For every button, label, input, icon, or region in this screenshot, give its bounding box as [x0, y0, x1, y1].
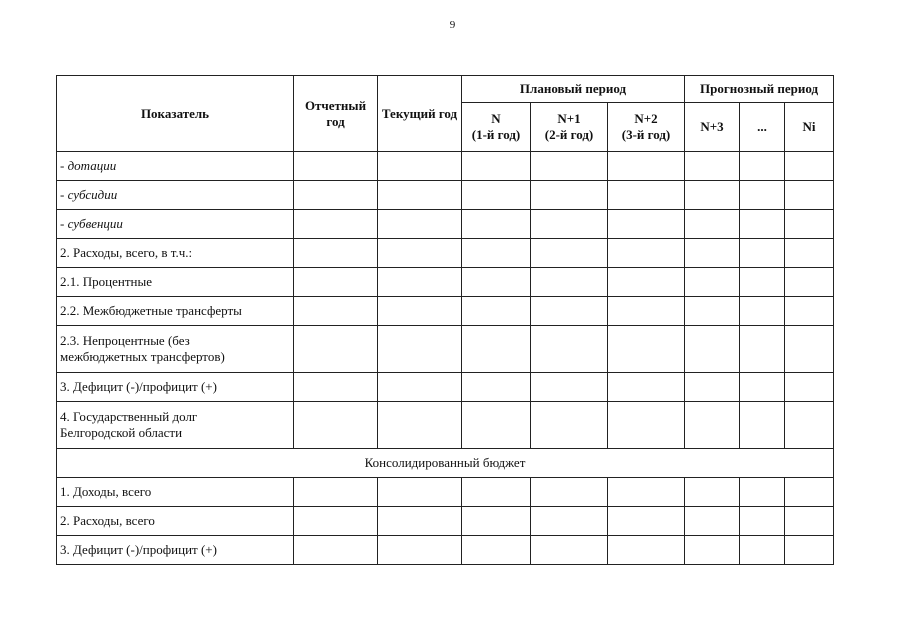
data-cell — [294, 239, 378, 268]
data-cell — [294, 536, 378, 565]
data-cell — [785, 326, 834, 373]
header-planned-period: Плановый период — [462, 76, 685, 103]
data-cell — [531, 268, 608, 297]
data-cell — [608, 239, 685, 268]
budget-indicators-table — [56, 75, 834, 565]
data-cell — [740, 326, 785, 373]
data-cell — [785, 373, 834, 402]
data-cell — [785, 402, 834, 449]
data-cell — [685, 478, 740, 507]
data-cell — [294, 152, 378, 181]
data-cell — [531, 373, 608, 402]
table-row — [57, 373, 834, 402]
data-cell — [685, 181, 740, 210]
data-cell — [462, 239, 531, 268]
data-cell — [785, 210, 834, 239]
data-cell — [378, 402, 462, 449]
header-current-year: Текущий год — [378, 76, 462, 152]
data-cell — [531, 181, 608, 210]
data-cell — [531, 536, 608, 565]
data-cell — [785, 478, 834, 507]
data-cell — [608, 373, 685, 402]
page-number: 9 — [449, 19, 456, 31]
data-cell — [531, 239, 608, 268]
data-cell — [462, 297, 531, 326]
row-label: - субвенции — [57, 210, 294, 239]
data-cell — [531, 402, 608, 449]
row-label: 3. Дефицит (-)/профицит (+) — [57, 373, 294, 402]
data-cell — [378, 478, 462, 507]
data-cell — [378, 152, 462, 181]
data-cell — [294, 297, 378, 326]
data-cell — [740, 152, 785, 181]
section-row — [57, 449, 834, 478]
row-label-line: межбюджетных трансфертов) — [60, 349, 225, 364]
header-forecast-col: Ni — [785, 103, 834, 152]
header-forecast-period: Прогнозный период — [685, 76, 834, 103]
data-cell — [608, 507, 685, 536]
data-cell — [685, 239, 740, 268]
data-cell — [462, 536, 531, 565]
data-cell — [685, 268, 740, 297]
data-cell — [685, 210, 740, 239]
planned-col-year: N — [491, 111, 501, 126]
data-cell — [785, 297, 834, 326]
data-cell — [378, 268, 462, 297]
data-cell — [608, 402, 685, 449]
data-cell — [740, 478, 785, 507]
data-cell — [740, 210, 785, 239]
data-cell — [462, 478, 531, 507]
data-cell — [608, 181, 685, 210]
data-cell — [685, 152, 740, 181]
table-row — [57, 326, 834, 373]
row-label: - дотации — [57, 152, 294, 181]
data-cell — [294, 181, 378, 210]
data-cell — [294, 268, 378, 297]
planned-col-ordinal: (1-й год) — [471, 127, 521, 142]
data-cell — [294, 373, 378, 402]
table-row — [57, 268, 834, 297]
data-cell — [685, 402, 740, 449]
data-cell — [685, 326, 740, 373]
data-cell — [378, 373, 462, 402]
header-planned-col — [462, 103, 531, 152]
data-cell — [740, 297, 785, 326]
table-row — [57, 297, 834, 326]
data-cell — [531, 297, 608, 326]
data-cell — [685, 536, 740, 565]
data-cell — [685, 297, 740, 326]
data-cell — [740, 239, 785, 268]
data-cell — [294, 507, 378, 536]
data-cell — [608, 152, 685, 181]
row-label: 2. Расходы, всего — [57, 507, 294, 536]
row-label-line: 2.3. Непроцентные (без — [60, 333, 190, 348]
data-cell — [531, 478, 608, 507]
data-cell — [294, 478, 378, 507]
table-row — [57, 210, 834, 239]
data-cell — [685, 373, 740, 402]
data-cell — [785, 181, 834, 210]
data-cell — [740, 373, 785, 402]
planned-col-ordinal: (2-й год) — [544, 127, 594, 142]
data-cell — [740, 402, 785, 449]
row-label: 3. Дефицит (-)/профицит (+) — [57, 536, 294, 565]
data-cell — [531, 326, 608, 373]
header-indicator: Показатель — [57, 76, 294, 152]
data-cell — [608, 268, 685, 297]
row-label: 1. Доходы, всего — [57, 478, 294, 507]
data-cell — [378, 326, 462, 373]
data-cell — [378, 297, 462, 326]
data-cell — [462, 268, 531, 297]
data-cell — [785, 536, 834, 565]
table-row — [57, 507, 834, 536]
data-cell — [740, 536, 785, 565]
data-cell — [785, 507, 834, 536]
data-cell — [608, 326, 685, 373]
table-row — [57, 402, 834, 449]
section-title: Консолидированный бюджет — [57, 449, 834, 478]
row-label: - субсидии — [57, 181, 294, 210]
table-row — [57, 239, 834, 268]
row-label: 2.1. Процентные — [57, 268, 294, 297]
row-label-line: 4. Государственный долг — [60, 409, 198, 424]
data-cell — [740, 507, 785, 536]
header-forecast-col: ... — [740, 103, 785, 152]
data-cell — [378, 181, 462, 210]
data-cell — [462, 210, 531, 239]
row-label — [57, 402, 294, 449]
data-cell — [531, 152, 608, 181]
data-cell — [785, 239, 834, 268]
header-planned-col — [531, 103, 608, 152]
data-cell — [294, 210, 378, 239]
table-row — [57, 152, 834, 181]
data-cell — [531, 210, 608, 239]
row-label: 2.2. Межбюджетные трансферты — [57, 297, 294, 326]
data-cell — [462, 402, 531, 449]
data-cell — [462, 181, 531, 210]
planned-col-year: N+2 — [634, 111, 658, 126]
data-cell — [685, 507, 740, 536]
data-cell — [378, 239, 462, 268]
planned-col-ordinal: (3-й год) — [621, 127, 671, 142]
data-cell — [608, 210, 685, 239]
data-cell — [531, 507, 608, 536]
data-cell — [378, 507, 462, 536]
data-cell — [462, 326, 531, 373]
header-planned-col — [608, 103, 685, 152]
data-cell — [462, 152, 531, 181]
table-row — [57, 478, 834, 507]
data-cell — [378, 210, 462, 239]
data-cell — [294, 326, 378, 373]
data-cell — [740, 181, 785, 210]
table-row — [57, 181, 834, 210]
row-label-line: Белгородской области — [60, 425, 183, 440]
header-reporting-year: Отчетный год — [294, 76, 378, 152]
data-cell — [378, 536, 462, 565]
data-cell — [785, 152, 834, 181]
data-cell — [608, 536, 685, 565]
planned-col-year: N+1 — [557, 111, 581, 126]
row-label: 2. Расходы, всего, в т.ч.: — [57, 239, 294, 268]
data-cell — [608, 478, 685, 507]
header-row-1 — [57, 76, 834, 103]
data-cell — [462, 507, 531, 536]
data-cell — [785, 268, 834, 297]
data-cell — [740, 268, 785, 297]
table-row — [57, 536, 834, 565]
header-forecast-col: N+3 — [685, 103, 740, 152]
data-cell — [462, 373, 531, 402]
data-cell — [294, 402, 378, 449]
row-label — [57, 326, 294, 373]
data-cell — [608, 297, 685, 326]
